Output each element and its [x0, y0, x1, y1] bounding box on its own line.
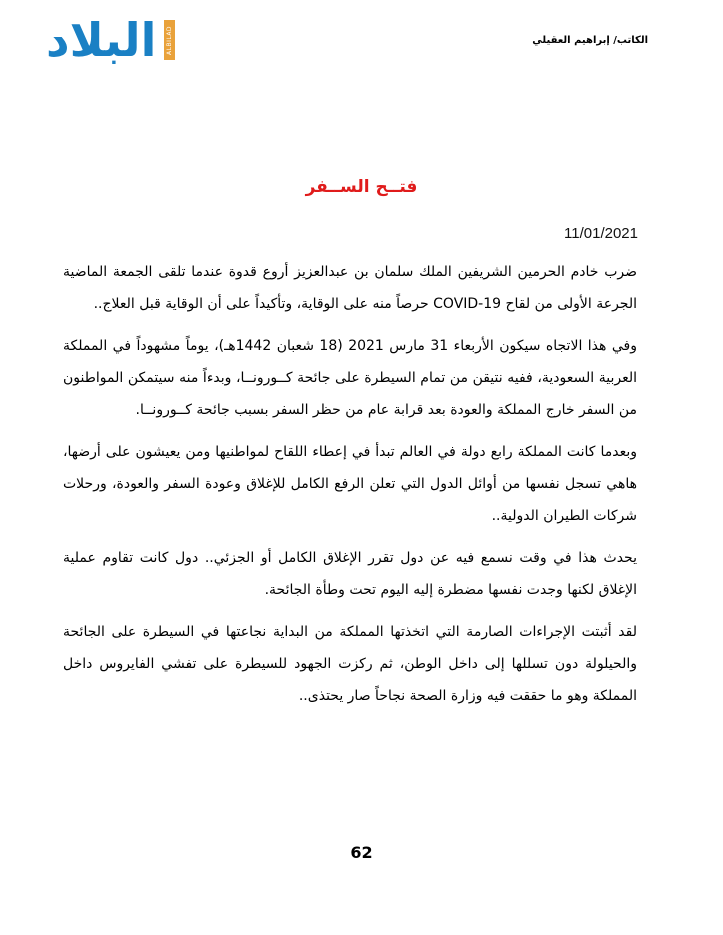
- paragraph: يحدث هذا في وقت نسمع فيه عن دول تقرر الإغلاق الكامل أو الجزئي.. دول كانت تقاوم عملية الإغلاق لكنها وجدت نفسها مضطرة إليه اليوم تحت وطأة الجائحة.: [63, 550, 637, 598]
- albilad-logo: [46, 13, 176, 67]
- article-body: [63, 256, 637, 722]
- article-date: 11/01/2021: [564, 225, 638, 242]
- paragraph: ضرب خادم الحرمين الشريفين الملك سلمان بن عبدالعزيز أروع قدوة عندما تلقى الجمعة الماضية الجرعة الأولى من لقاح COVID-19 حرصاً منه على الوقاية، وتأكيداً على أن الوقاية قبل العلاج..: [63, 264, 637, 312]
- paragraph: وبعدما كانت المملكة رابع دولة في العالم تبدأ في إعطاء اللقاح لمواطنيها ومن يعيشون على أرضها، هاهي تسجل نفسها من أوائل الدول التي تعلن الرفع الكامل للإغلاق وعودة السفر والعودة، ورحلات شركات الطيران الدولية..: [63, 444, 637, 524]
- paragraph: وفي هذا الاتجاه سيكون الأربعاء 31 مارس 2021 (18 شعبان 1442هـ)، يوماً مشهوداً في المملكة العربية السعودية، ففيه نتيقن من تمام السيطرة على جائحة كــورونــا، وبدءاً منه سيتمكن المواطنون من السفر خارج المملكة والعودة بعد قرابة عام من حظر السفر بسبب جائحة كــورونــا.: [63, 338, 638, 418]
- logo-wordmark: البلاد: [46, 13, 157, 67]
- author-name: الكاتب/ إبراهيم العقيلي: [532, 35, 648, 46]
- logo-tag: ALBILAD: [164, 20, 175, 60]
- paragraph: لقد أثبتت الإجراءات الصارمة التي اتخذتها المملكة من البداية نجاعتها في السيطرة على الجائحة والحيلولة دون تسللها إلى داخل الوطن، ثم ركزت الجهود للسيطرة على تفشي الفايروس داخل المملكة وهو ما حققت فيه وزارة الصحة نجاحاً صار يحتذى..: [63, 624, 637, 704]
- article-title: فتــح الســفر: [305, 177, 418, 197]
- page-number: 62: [350, 843, 373, 862]
